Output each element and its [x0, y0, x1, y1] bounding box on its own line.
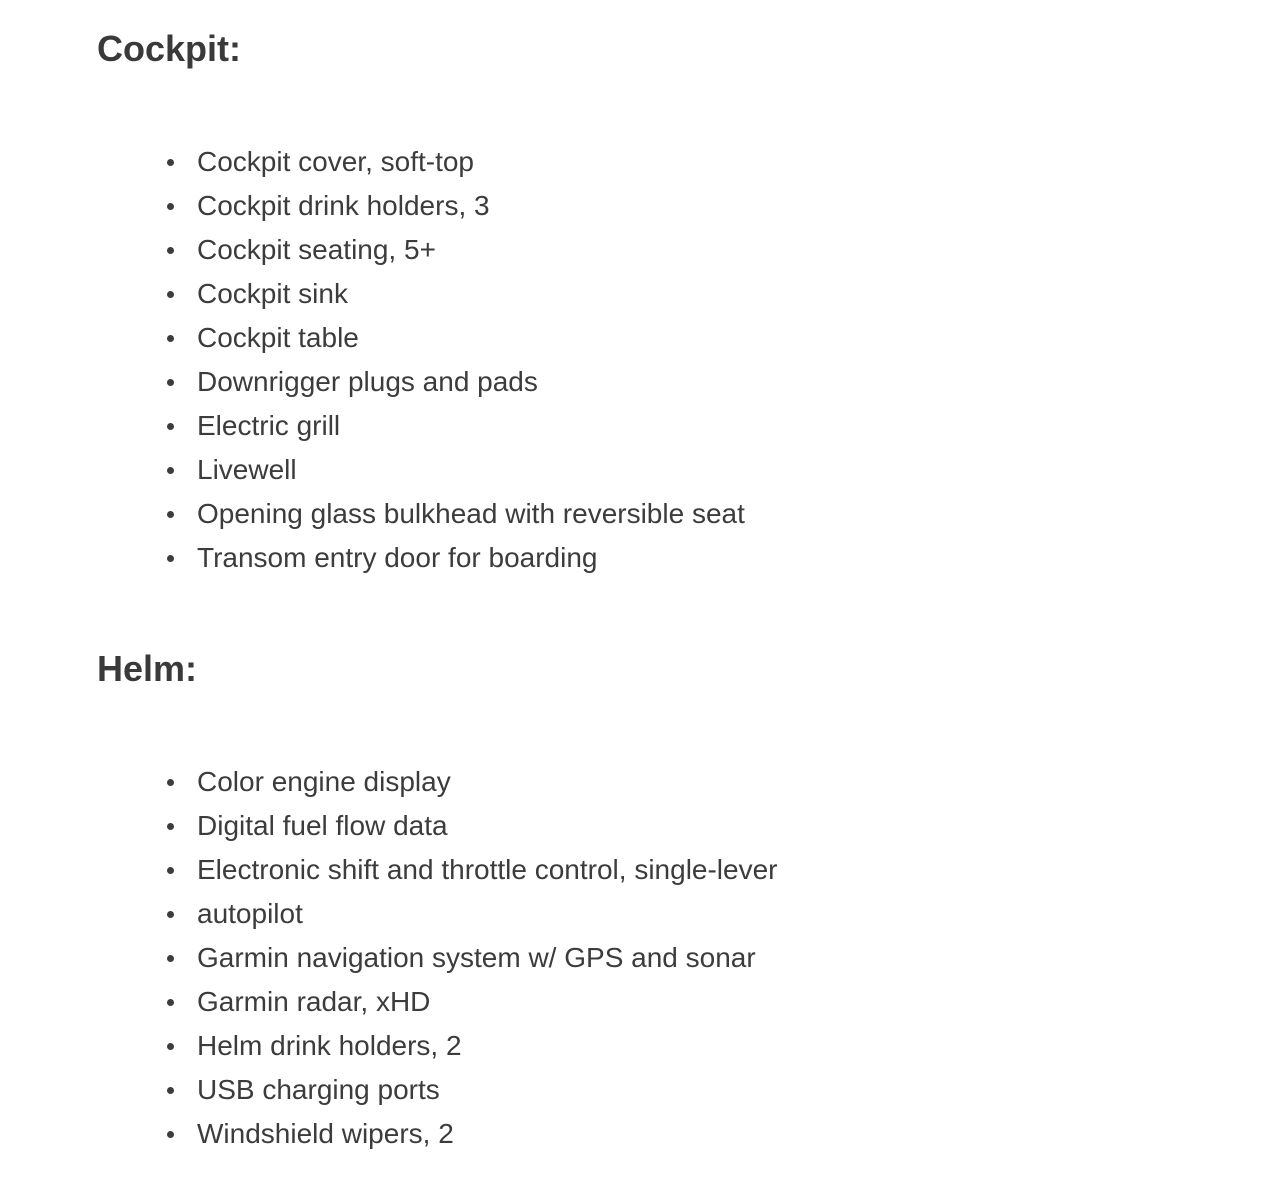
list-item: [167, 1024, 778, 1068]
bullet-icon: [167, 823, 174, 830]
list-item-text: Digital fuel flow data: [197, 810, 448, 841]
list-item: [167, 140, 745, 184]
bullet-icon: [167, 555, 174, 562]
bullet-icon: [167, 779, 174, 786]
bullet-icon: [167, 955, 174, 962]
list-item: [167, 936, 778, 980]
bullet-icon: [167, 867, 174, 874]
list-item-text: USB charging ports: [197, 1074, 440, 1105]
list-item-text: Electric grill: [197, 410, 341, 441]
list-item: [167, 316, 745, 360]
list-item: [167, 980, 778, 1024]
list-item: [167, 536, 745, 580]
list-item-text: autopilot: [197, 898, 303, 929]
bullet-icon: [167, 467, 174, 474]
list-item: [167, 1112, 778, 1156]
list-item: [167, 228, 745, 272]
list-item: [167, 760, 778, 804]
bullet-icon: [167, 335, 174, 342]
list-item: [167, 1068, 778, 1112]
bullet-icon: [167, 1043, 174, 1050]
section-title-helm: Helm:: [97, 648, 198, 689]
list-item-text: Windshield wipers, 2: [197, 1118, 454, 1149]
list-item: [167, 184, 745, 228]
list-item: [167, 492, 745, 536]
list-item: [167, 272, 745, 316]
bullet-icon: [167, 911, 174, 918]
list-item-text: Cockpit seating, 5+: [197, 234, 436, 265]
bullet-icon: [167, 1087, 174, 1094]
cockpit-feature-list: [167, 140, 745, 580]
bullet-icon: [167, 203, 174, 210]
list-item: [167, 804, 778, 848]
section-title-cockpit: Cockpit:: [97, 28, 241, 69]
list-item: [167, 892, 778, 936]
list-item-text: Electronic shift and throttle control, single-lever: [197, 854, 778, 885]
bullet-icon: [167, 291, 174, 298]
list-item-text: Helm drink holders, 2: [197, 1030, 462, 1061]
cockpit-section: [97, 28, 745, 573]
bullet-icon: [167, 999, 174, 1006]
bullet-icon: [167, 1131, 174, 1138]
list-item-text: Opening glass bulkhead with reversible seat: [197, 498, 745, 529]
bullet-icon: [167, 511, 174, 518]
helm-feature-list: [167, 760, 778, 1156]
list-item-text: Cockpit table: [197, 322, 359, 353]
list-item: [167, 848, 778, 892]
bullet-icon: [167, 379, 174, 386]
list-item-text: Cockpit sink: [197, 278, 348, 309]
list-item-text: Garmin navigation system w/ GPS and sonar: [197, 942, 756, 973]
list-item-text: Livewell: [197, 454, 297, 485]
list-item-text: Garmin radar, xHD: [197, 986, 431, 1017]
list-item-text: Transom entry door for boarding: [197, 542, 598, 573]
list-item-text: Cockpit cover, soft-top: [197, 146, 475, 177]
bullet-icon: [167, 247, 174, 254]
bullet-icon: [167, 159, 174, 166]
list-item-text: Downrigger plugs and pads: [197, 366, 538, 397]
list-item-text: Cockpit drink holders, 3: [197, 190, 490, 221]
list-item: [167, 360, 745, 404]
list-item-text: Color engine display: [197, 766, 451, 797]
list-item: [167, 404, 745, 448]
bullet-icon: [167, 423, 174, 430]
helm-section: [97, 648, 778, 1149]
list-item: [167, 448, 745, 492]
